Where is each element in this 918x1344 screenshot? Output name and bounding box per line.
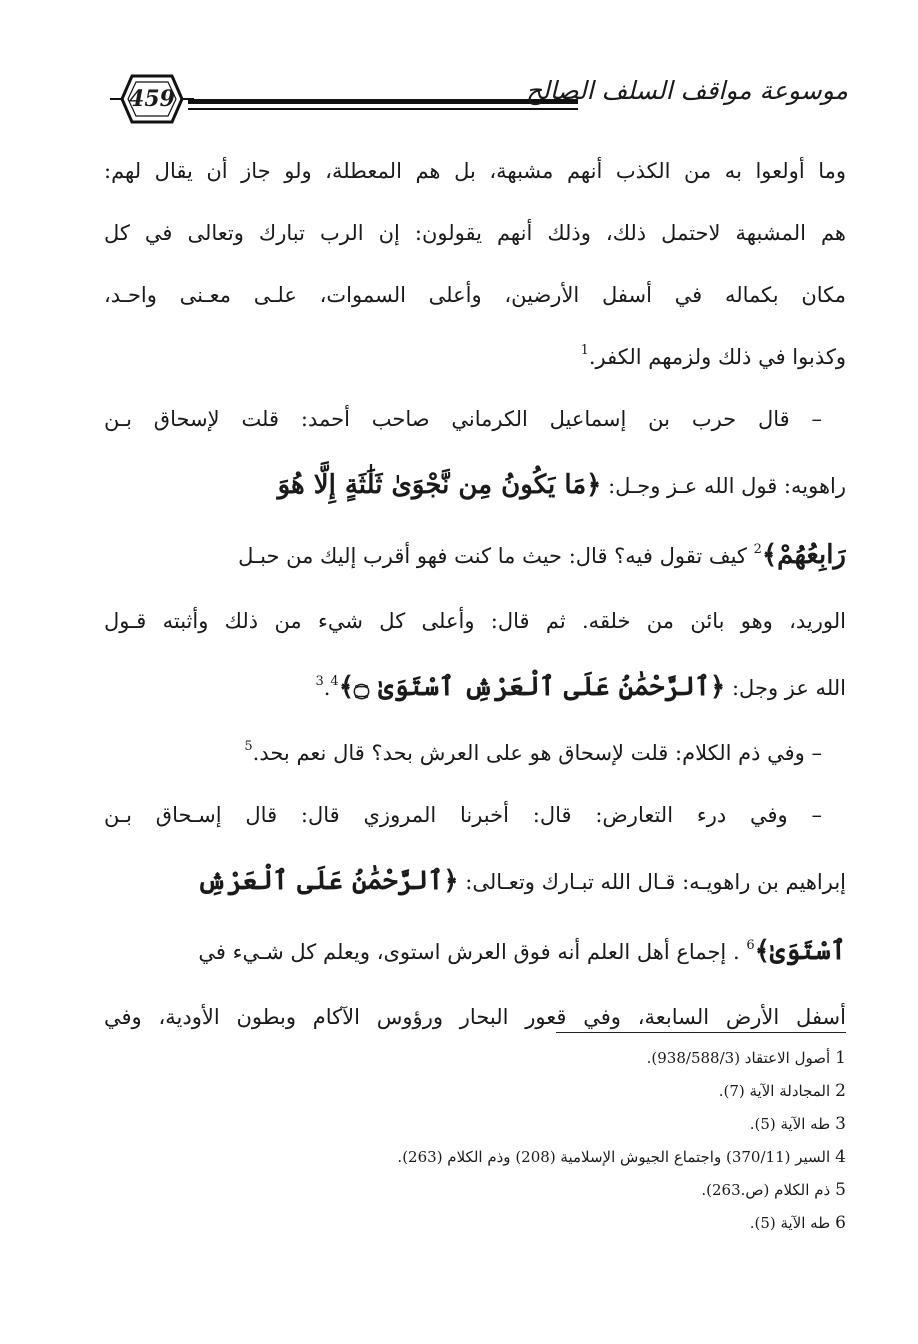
quran-verse: ﴿ٱلرَّحْمَٰنُ عَلَى ٱلْعَرْشِ ٱسْتَوَىٰ ۝﴾ bbox=[338, 672, 726, 702]
footnote-text: المجادلة الآية (7). bbox=[718, 1082, 831, 1100]
footnote-number: 6 bbox=[835, 1213, 846, 1233]
quran-verse: رَابِعُهُمْ﴾ bbox=[761, 540, 846, 570]
text-line: أسفل الأرض السابعة، وفي قعور البحار ورؤوس الآكام وبطون الأودية، وفي bbox=[104, 1005, 846, 1029]
quran-verse: ﴿ٱلرَّحْمَٰنُ عَلَى ٱلْعَرْشِ bbox=[196, 866, 459, 896]
footnote-text: السير (370/11) واجتماع الجيوش الإسلامية (208) وذم الكلام (263). bbox=[397, 1148, 831, 1166]
footnote-ref: 2 bbox=[753, 542, 762, 557]
text-line bbox=[104, 846, 846, 916]
footnote bbox=[104, 1207, 846, 1240]
text-line: وما أولعوا به من الكذب أنهم مشبهة، بل هم المعطلة، ولو جاز أن يقال لهم: bbox=[104, 159, 846, 183]
footnote-text: أصول الاعتقاد (938/588/3). bbox=[646, 1049, 831, 1067]
page-number-badge bbox=[110, 68, 194, 130]
text-segment: الله عز وجل: bbox=[731, 676, 846, 700]
quran-verse: ﴿مَا يَكُونُ مِن نَّجْوَىٰ ثَلَٰثَةٍ إِلَّا هُوَ bbox=[277, 470, 602, 500]
footnote-ref: 5 bbox=[244, 739, 253, 754]
header-rule bbox=[188, 99, 578, 104]
footnote-number: 2 bbox=[835, 1081, 846, 1101]
footnote bbox=[104, 1108, 846, 1141]
text-line bbox=[104, 450, 846, 520]
text-line: – وفي درء التعارض: قال: أخبرنا المروزي قال: قال إسـحاق بـن bbox=[104, 803, 822, 827]
footnote-text: طه الآية (5). bbox=[749, 1214, 831, 1232]
footnotes bbox=[104, 1042, 846, 1240]
footnote-number: 5 bbox=[835, 1180, 846, 1200]
main-text bbox=[104, 140, 846, 1048]
text-segment: راهويه: قول الله عـز وجـل: bbox=[608, 474, 846, 498]
footnote-text: ذم الكلام (ص.263). bbox=[701, 1181, 831, 1199]
text-line bbox=[104, 326, 846, 388]
text-line: – قال حرب بن إسماعيل الكرماني صاحب أحمد: قلت لإسحاق بـن bbox=[104, 407, 822, 431]
text-segment: – وفي ذم الكلام: قلت لإسحاق هو على العرش بحد؟ قال نعم بحد. bbox=[252, 741, 822, 765]
footnote-ref: 1 bbox=[580, 343, 589, 358]
footnote bbox=[104, 1174, 846, 1207]
footnote bbox=[104, 1075, 846, 1108]
footnote-ref: 4 bbox=[330, 674, 339, 689]
text-line bbox=[104, 916, 846, 986]
page-number: 459 bbox=[129, 86, 175, 112]
footnote bbox=[104, 1141, 846, 1174]
text-segment: . إجماع أهل العلم أنه فوق العرش استوى، ويعلم كل شـيء في bbox=[198, 940, 740, 964]
quran-verse: ٱسْتَوَىٰ﴾ bbox=[754, 936, 846, 966]
text-line: هم المشبهة لاحتمل ذلك، وذلك أنهم يقولون: إن الرب تبارك وتعالى في كل bbox=[104, 221, 846, 245]
footnote-number: 1 bbox=[835, 1048, 846, 1068]
text-line: مكان بكماله في أسفل الأرضين، وأعلى السموات، علـى معـنى واحـد، bbox=[104, 283, 846, 307]
footnote-text: طه الآية (5). bbox=[749, 1115, 831, 1133]
series-title: موسوعة مواقف السلف الصالح bbox=[525, 76, 848, 105]
footnote-number: 3 bbox=[835, 1114, 846, 1134]
text-line: الله عز وجل: ﴿ٱلرَّحْمَٰنُ عَلَى ٱلْعَرْشِ ٱسْتَوَىٰ ۝﴾$^3$.$^4$ bbox=[315, 672, 846, 702]
footnote bbox=[104, 1042, 846, 1075]
text-segment: كيف تقول فيه؟ قال: حيث ما كنت فهو أقرب إليك من حبـل bbox=[238, 544, 747, 568]
footnote-ref: 6 bbox=[746, 938, 755, 953]
page-header bbox=[100, 68, 848, 130]
footnote-number: 4 bbox=[835, 1147, 846, 1167]
footnote-separator bbox=[556, 1032, 846, 1033]
text-segment: وكذبوا في ذلك ولزمهم الكفر. bbox=[588, 345, 846, 369]
text-line: الوريد، وهو بائن من خلقه. ثم قال: وأعلى كل شيء من ذلك وأثبته قـول bbox=[104, 609, 846, 633]
header-rule-thin bbox=[188, 108, 578, 110]
footnote-ref: 3 bbox=[315, 674, 324, 689]
text-segment: إبراهيم بن راهويـه: قـال الله تبـارك وتعـالى: bbox=[465, 870, 846, 894]
text-line bbox=[104, 722, 846, 784]
text-line bbox=[104, 520, 846, 590]
